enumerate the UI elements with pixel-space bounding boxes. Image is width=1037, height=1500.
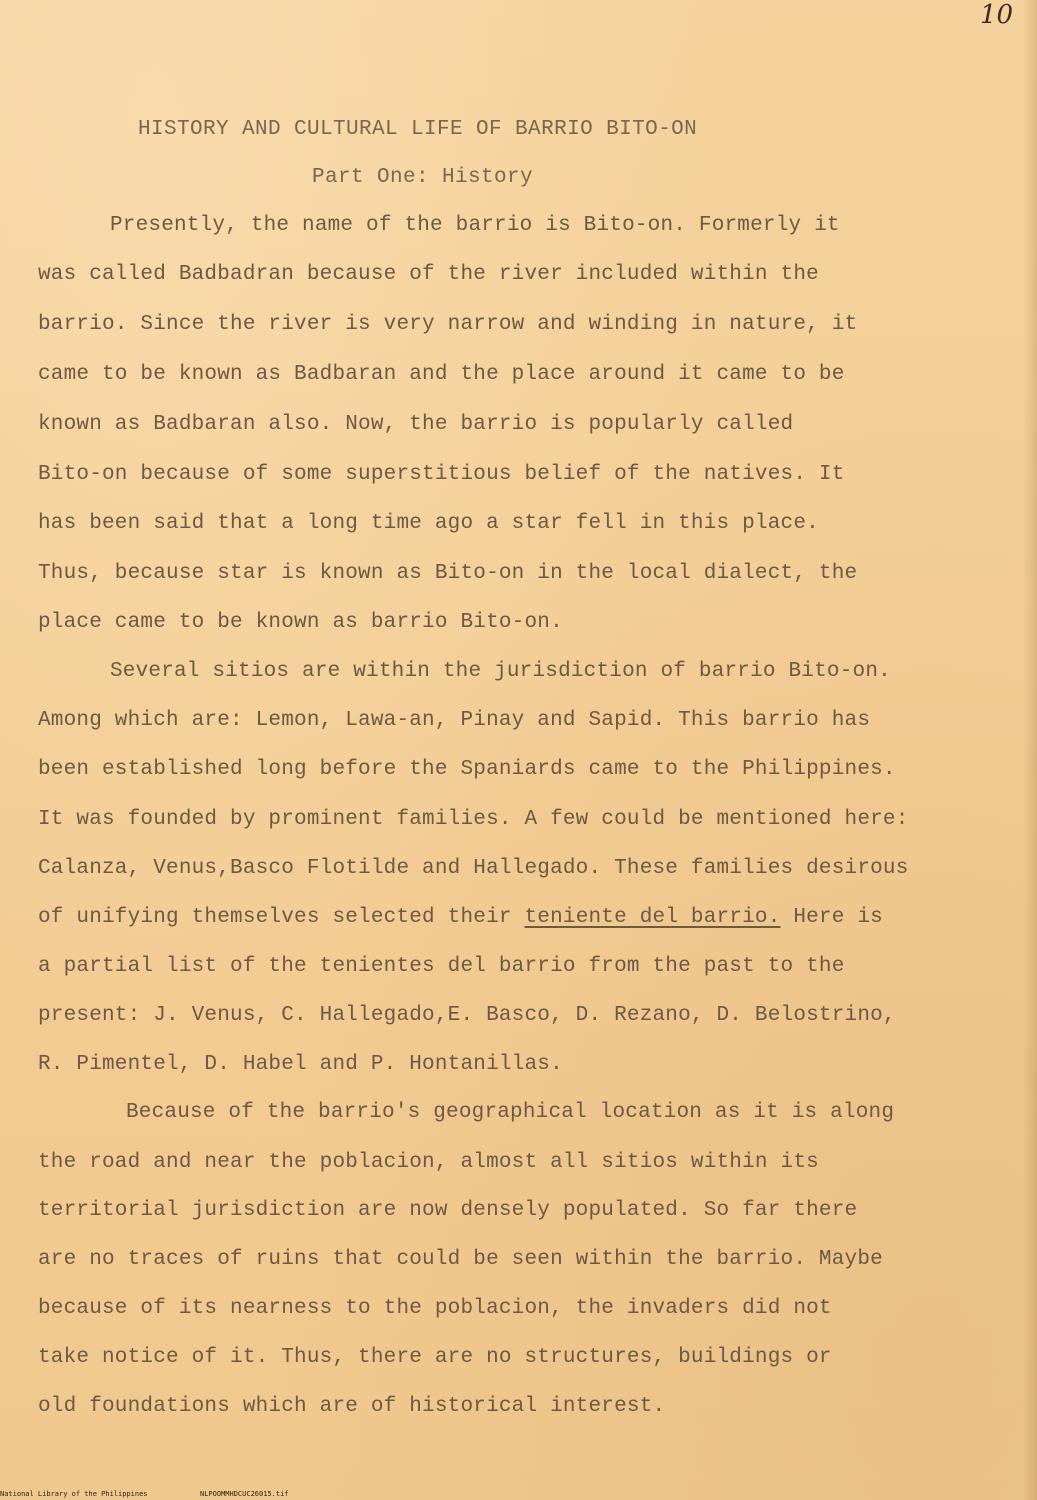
footer-filename: NLPOOMMHDCUC26015.tif: [200, 1490, 289, 1498]
underlined-term: teniente del barrio.: [524, 906, 781, 929]
page-number: 10: [980, 0, 1014, 30]
text-line: the road and near the poblacion, almost all sitios within its: [38, 1151, 819, 1174]
text-line: are no traces of ruins that could be seen within the barrio. Maybe: [38, 1248, 883, 1271]
text-line: because of its nearness to the poblacion, the invaders did not: [38, 1297, 832, 1320]
text-line: a partial list of the tenientes del barrio from the past to the: [38, 955, 845, 978]
text-segment: Here is: [780, 906, 883, 929]
text-line: Calanza, Venus,Basco Flotilde and Hallegado. These families desirous: [38, 857, 909, 880]
footer-library: National Library of the Philippines: [0, 1490, 148, 1498]
text-line: Thus, because star is known as Bito-on in the local dialect, the: [38, 562, 858, 585]
text-line: Among which are: Lemon, Lawa-an, Pinay and Sapid. This barrio has: [38, 709, 871, 732]
text-line: take notice of it. Thus, there are no structures, buildings or: [38, 1346, 832, 1369]
text-line: has been said that a long time ago a star fell in this place.: [38, 512, 819, 535]
text-line: Presently, the name of the barrio is Bito-on. Formerly it: [110, 214, 840, 237]
text-line: Several sitios are within the jurisdiction of barrio Bito-on.: [110, 660, 891, 683]
document-subtitle: Part One: History: [312, 166, 534, 189]
page-edge-shadow: [1023, 0, 1037, 1500]
text-line: territorial jurisdiction are now densely populated. So far there: [38, 1199, 858, 1222]
text-line: present: J. Venus, C. Hallegado,E. Basco, D. Rezano, D. Belostrino,: [38, 1004, 896, 1027]
text-line: It was founded by prominent families. A few could be mentioned here:: [38, 808, 909, 831]
text-line: came to be known as Badbaran and the place around it came to be: [38, 363, 845, 386]
text-line: barrio. Since the river is very narrow and winding in nature, it: [38, 313, 858, 336]
text-line: been established long before the Spaniards came to the Philippines.: [38, 758, 896, 781]
text-line: known as Badbaran also. Now, the barrio is popularly called: [38, 413, 794, 436]
text-line: old foundations which are of historical interest.: [38, 1395, 666, 1418]
document-title: HISTORY AND CULTURAL LIFE OF BARRIO BITO-ON: [138, 118, 698, 141]
text-line: [38, 906, 883, 930]
text-line: place came to be known as barrio Bito-on.: [38, 611, 563, 634]
text-line: was called Badbadran because of the river included within the: [38, 263, 819, 286]
text-segment: of unifying themselves selected their: [38, 906, 512, 929]
text-line: Because of the barrio's geographical location as it is along: [126, 1101, 895, 1124]
text-line: Bito-on because of some superstitious belief of the natives. It: [38, 463, 845, 486]
text-line: R. Pimentel, D. Habel and P. Hontanillas.: [38, 1053, 563, 1076]
